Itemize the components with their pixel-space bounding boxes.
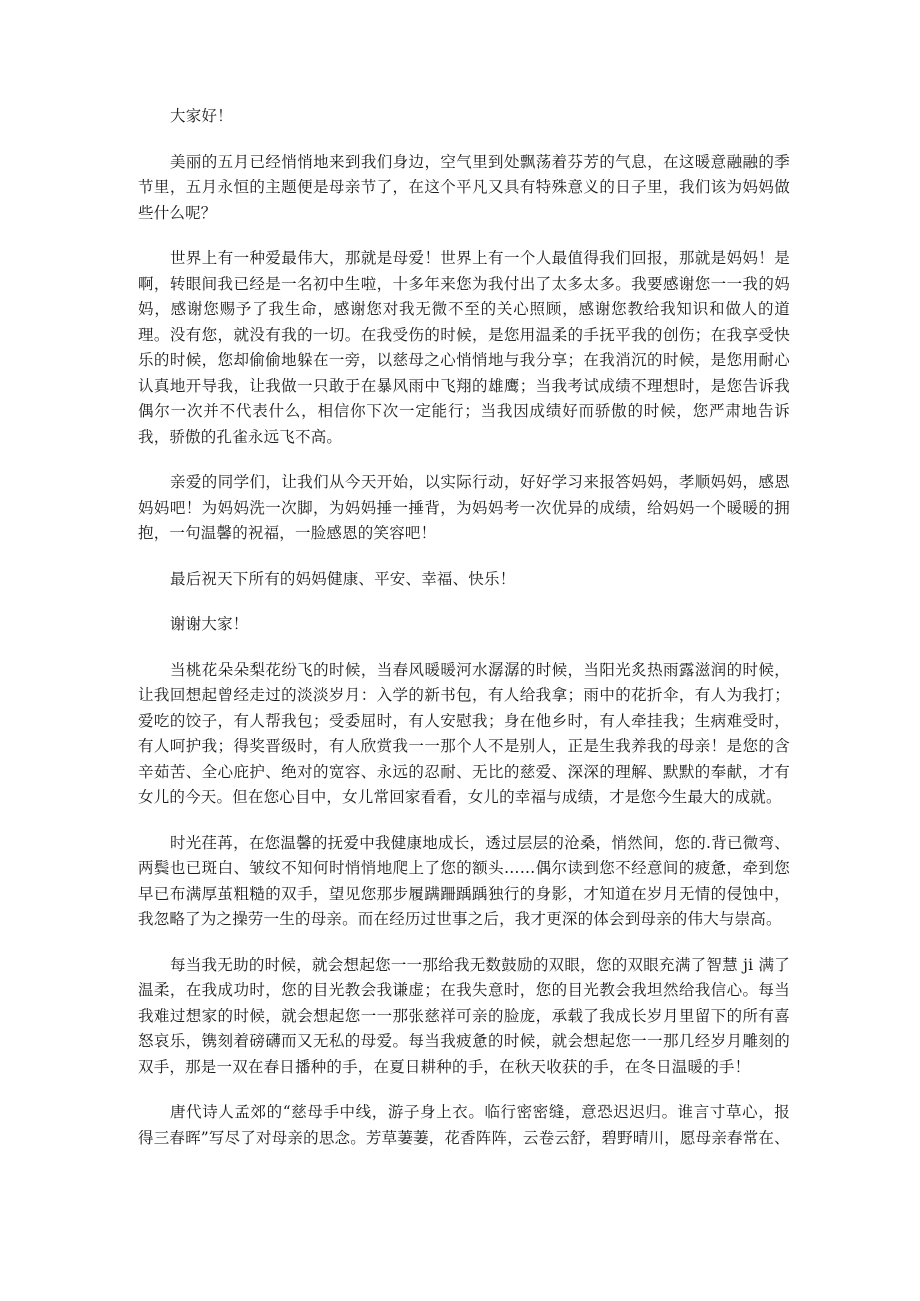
greeting-paragraph: 大家好！ [170, 107, 233, 125]
intro-paragraph: 美丽的五月已经悄悄地来到我们身边，空气里到处飘荡着芬芳的气息，在这暖意融融的季节里，五月永恒的主题便是母亲节了，在这个平凡又具有特殊意义的日子里，我们该为妈妈做些什么呢？ [138, 152, 790, 222]
wishes-paragraph: 最后祝天下所有的妈妈健康、平安、幸福、快乐！ [170, 569, 516, 588]
document-page [138, 104, 790, 1171]
thanks-paragraph: 谢谢大家！ [170, 615, 249, 633]
body-paragraph: 亲爱的同学们，让我们从今天开始，以实际行动，好好学习来报答妈妈，孝顺妈妈，感恩妈妈吧！为妈妈洗一次脚，为妈妈捶一捶背，为妈妈考一次优异的成绩，给妈妈一个暖暖的拥抱，一句温馨的祝福，一脸感恩的笑容吧！ [138, 473, 790, 542]
body-paragraph: 世界上有一种爱最伟大，那就是母爱！世界上有一个人最值得我们回报，那就是妈妈！是啊，转眼间我已经是一名初中生啦，十多年来您为我付出了太多太多。我要感谢您一一我的妈妈，感谢您赐予了我生命，感谢您对我无微不至的关心照顾，感谢您教给我知识和做人的道理。没有您，就没有我的一切。在我受伤的时候，是您用温柔的手抚平我的创伤；在我享受快乐的时候，您却偷偷地躲在一旁，以慈母之心悄悄地与我分享；在我消沉的时候，是您用耐心认真地开导我，让我做一只敢于在暴风雨中飞翔的雄鹰；当我考试成绩不理想时，是您告诉我偶尔一次并不代表什么，相信你下次一定能行；当我因成绩好而骄傲的时候，您严肃地告诉我，骄傲的孔雀永远飞不高。 [138, 249, 790, 446]
body-paragraph: 每当我无助的时候，就会想起您一一那给我无数鼓励的双眼，您的双眼充满了智慧 ji 满了温柔，在我成功时，您的目光教会我谦虚；在我失意时，您的目光教会我坦然给我信心。每当我难过想家的时候，就会想起您一一那张慈祥可亲的脸庞，承载了我成长岁月里留下的所有喜怒哀乐，镌刻着磅礴而又无私的母爱。每当我疲惫的时候，就会想起您一一那几经岁月雕刻的双手，那是一双在春日播种的手，在夏日耕种的手，在秋天收获的手，在冬日温暖的手！ [138, 955, 790, 1076]
body-paragraph: 时光荏苒，在您温馨的抚爱中我健康地成长，透过层层的沧桑，悄然间，您的.背已微弯、两鬓也已斑白、皱纹不知何时悄悄地爬上了您的额头……偶尔读到您不经意间的疲惫，牵到您早已布满厚茧粗糙的双手，望见您那步履蹒跚踽踽独行的身影，才知道在岁月无情的侵蚀中，我忽略了为之操劳一生的母亲。而在经历过世事之后，我才更深的体会到母亲的伟大与崇高。 [138, 833, 790, 928]
body-paragraph: 当桃花朵朵梨花纷飞的时候，当春风暖暖河水潺潺的时候，当阳光炙热雨露滋润的时候，让我回想起曾经走过的淡淡岁月：入学的新书包，有人给我拿；雨中的花折伞，有人为我打；爱吃的饺子，有人帮我包；受委屈时，有人安慰我；身在他乡时，有人牵挂我；生病难受时，有人呵护我；得奖晋级时，有人欣赏我一一那个人不是别人，正是生我养我的母亲！是您的含辛茹苦、全心庇护、绝对的宽容、永远的忍耐、无比的慈爱、深深的理解、默默的奉献，才有女儿的今天。但在您心目中，女儿常回家看看，女儿的幸福与成绩，才是您今生最大的成就。 [138, 660, 790, 806]
body-paragraph: 唐代诗人孟郊的“慈母手中线，游子身上衣。临行密密缝，意恐迟迟归。谁言寸草心，报得三春晖”写尽了对母亲的思念。芳草萋萋，花香阵阵，云卷云舒，碧野晴川，愿母亲春常在、 [138, 1103, 790, 1147]
